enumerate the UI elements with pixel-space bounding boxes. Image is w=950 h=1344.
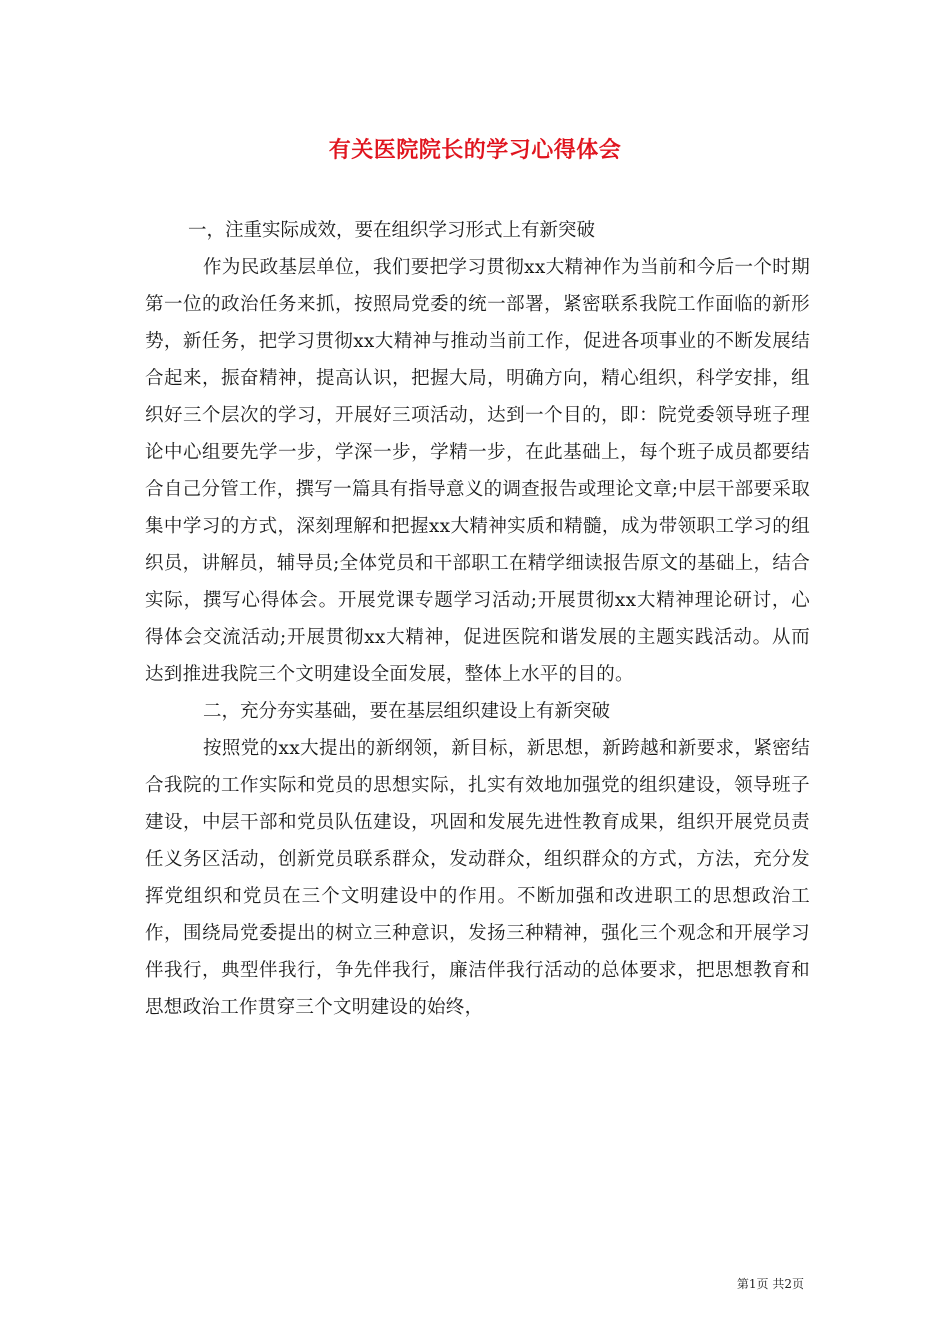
page-number-footer: 第1页 共2页 <box>736 1277 804 1291</box>
document-body <box>145 212 810 1026</box>
section-heading-2: 二，充分夯实基础，要在基层组织建设上有新突破 <box>203 701 611 722</box>
section-heading-1: 一，注重实际成效，要在组织学习形式上有新突破 <box>188 220 596 241</box>
document-title: 有关医院院长的学习心得体会 <box>328 137 622 163</box>
section-paragraph-1: 作为民政基层单位，我们要把学习贯彻xx大精神作为当前和今后一个时期第一位的政治任务来抓，按照局党委的统一部署，紧密联系我院工作面临的新形势，新任务，把学习贯彻xx大精神与推动当前工作，促进各项事业的不断发展结合起来，振奋精神，提高认识，把握大局，明确方向，精心组织，科学安排，组织好三个层次的学习，开展好三项活动，达到一个目的，即：院党委领导班子理论中心组要先学一步，学深一步，学精一步，在此基础上，每个班子成员都要结合自己分管工作，撰写一篇具有指导意义的调查报告或理论文章;中层干部要采取集中学习的方式，深刻理解和把握xx大精神实质和精髓，成为带领职工学习的组织员，讲解员，辅导员;全体党员和干部职工在精学细读报告原文的基础上，结合实际，撰写心得体会。开展党课专题学习活动;开展贯彻xx大精神理论研讨，心得体会交流活动;开展贯彻xx大精神，促进医院和谐发展的主题实践活动。从而达到推进我院三个文明建设全面发展，整体上水平的目的。 <box>145 257 810 685</box>
section-paragraph-2: 按照党的xx大提出的新纲领，新目标，新思想，新跨越和新要求，紧密结合我院的工作实际和党员的思想实际，扎实有效地加强党的组织建设，领导班子建设，中层干部和党员队伍建设，巩固和发展先进性教育成果，组织开展党员责任义务区活动，创新党员联系群众，发动群众，组织群众的方式，方法，充分发挥党组织和党员在三个文明建设中的作用。不断加强和改进职工的思想政治工作，围绕局党委提出的树立三种意识，发扬三种精神，强化三个观念和开展学习伴我行，典型伴我行，争先伴我行，廉洁伴我行活动的总体要求，把思想教育和思想政治工作贯穿三个文明建设的始终， <box>145 738 810 1018</box>
